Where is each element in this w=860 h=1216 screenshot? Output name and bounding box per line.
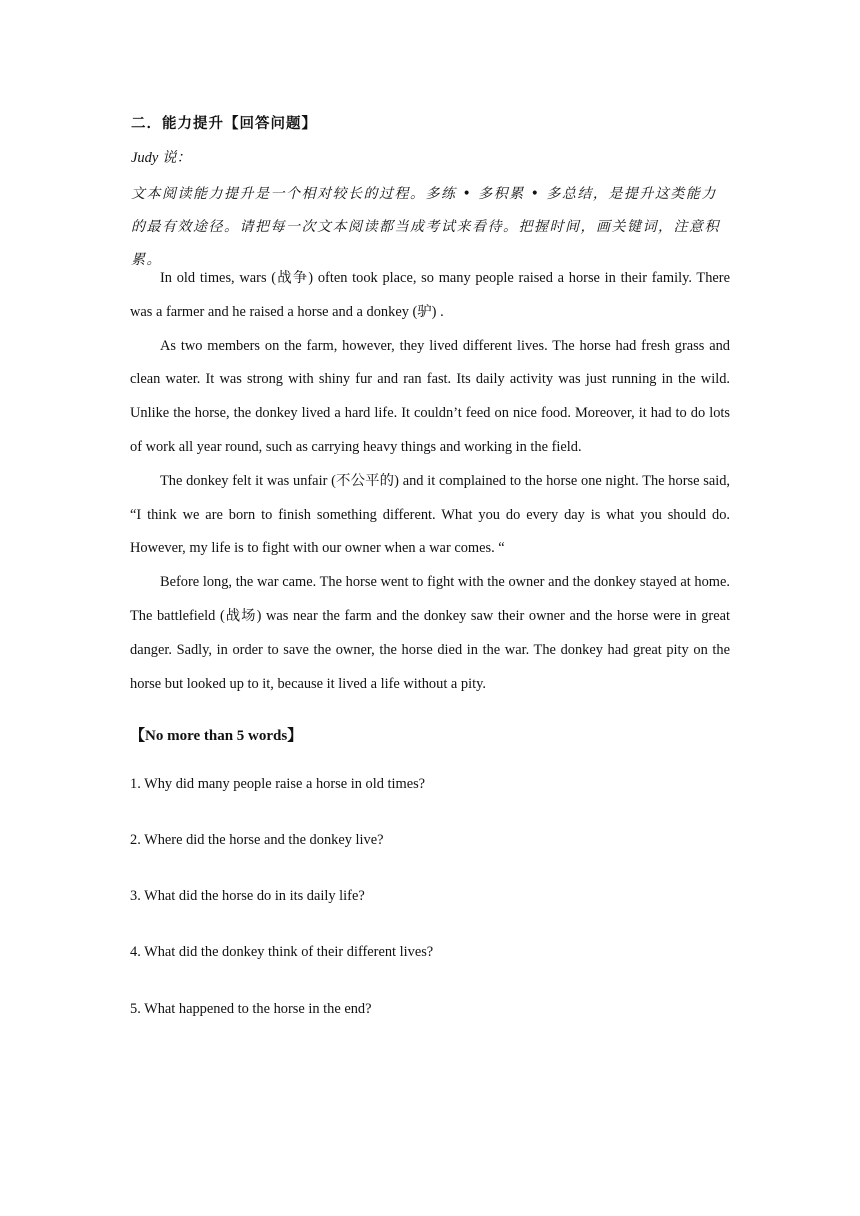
question-5: 5. What happened to the horse in the end? [130, 1001, 372, 1017]
passage-paragraph-2: As two members on the farm, however, they lived different lives. The horse had fresh grass and clean water. It was strong with shiny fur and ran fast. Its daily activity was just running in the wild. Unlike the horse, the donkey lived a hard life. It couldn’t feed on nice food. Moreover, it had to do lots of work all year round, such as carrying heavy things and working in the field. [130, 337, 730, 455]
question-4: 4. What did the donkey think of their different lives? [130, 944, 434, 960]
question-3: 3. What did the horse do in its daily life? [130, 888, 365, 904]
judy-label: Judy 说： [131, 150, 191, 166]
passage-paragraph-3: The donkey felt it was unfair (不公平的) and it complained to the horse one night. The horse said, “I think we are born to finish something different. What you do every day is what you should do. However, my life is to fight with our owner when a war comes. “ [130, 472, 730, 557]
reading-passage [130, 262, 730, 701]
judy-tip-text: 文本阅读能力提升是一个相对较长的过程。多练 • 多积累 • 多总结，是提升这类能力的最有效途径。请把每一次文本阅读都当成考试来看待。把握时间，画关键词，注意积累。 [131, 186, 720, 268]
section-heading: 二．能力提升【回答问题】 [131, 116, 317, 132]
answer-instruction: 【No more than 5 words】 [130, 728, 303, 744]
question-2: 2. Where did the horse and the donkey live? [130, 832, 384, 848]
passage-paragraph-1: In old times, wars (战争) often took place, so many people raised a horse in their family. There was a farmer and he raised a horse and a donkey (驴) . [130, 270, 730, 320]
passage-paragraph-4: Before long, the war came. The horse went to fight with the owner and the donkey stayed at home. The battlefield (战场) was near the farm and the donkey saw their owner and the horse were in great danger. Sadly, in order to save the owner, the horse died in the war. The donkey had great pity on the horse but looked up to it, because it lived a life without a pity. [130, 574, 730, 692]
question-1: 1. Why did many people raise a horse in old times? [130, 776, 426, 792]
